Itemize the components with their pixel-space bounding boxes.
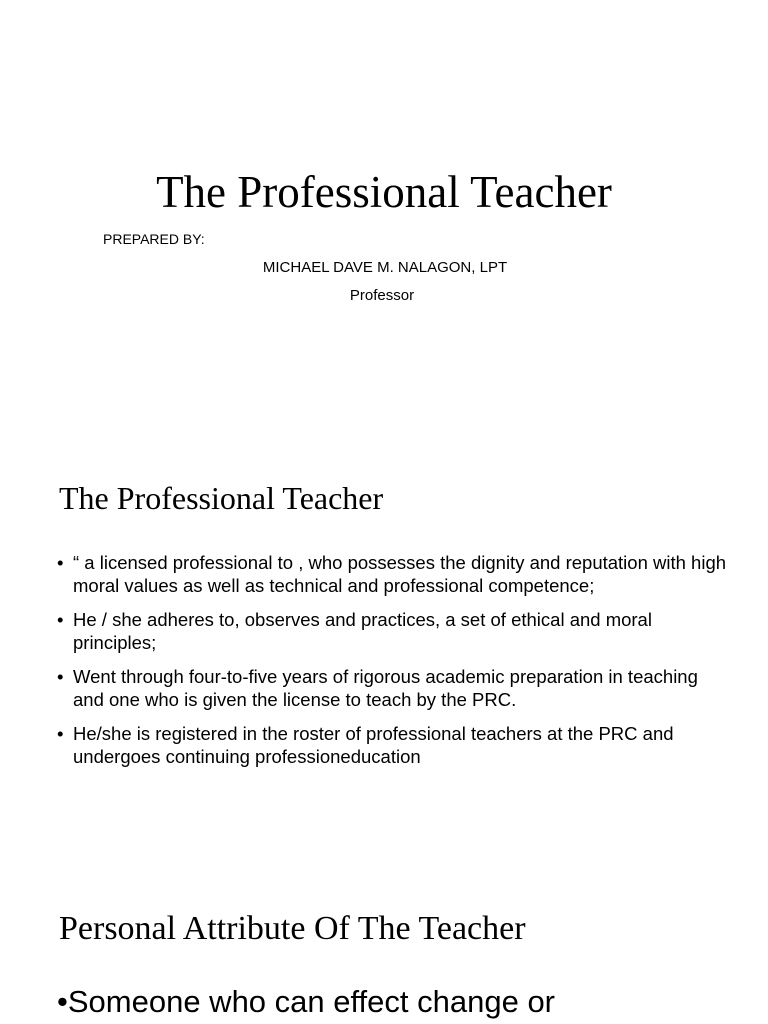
attributes-bullet-list [57,982,757,1022]
definition-slide [0,420,768,890]
bullet-marker: • [57,723,64,744]
bullet-text: He / she adheres to, observes and practices, a set of ethical and moral principles; [73,609,652,653]
attributes-heading: Personal Attribute Of The Teacher [59,910,526,947]
list-item [57,608,727,654]
bullet-text: “ a licensed professional to , who possesses the dignity and reputation with high moral values as well as technical and professional competence; [73,552,727,596]
list-item [57,551,727,597]
bullet-marker: • [57,666,64,687]
author-position: Professor [349,287,415,304]
slide-title: The Professional Teacher [156,167,612,217]
list-item [57,665,727,711]
bullet-marker: • [57,552,64,573]
list-item [57,982,757,1022]
definition-bullet-list [57,551,727,779]
prepared-by-label: PREPARED BY: [103,231,205,247]
list-item [57,722,727,768]
bullet-text: He/she is registered in the roster of professional teachers at the PRC and undergoes continuing professioneducation [73,723,674,767]
bullet-marker: • [57,609,64,630]
bullet-text: Someone who can effect change or [67,984,556,1019]
bullet-marker: • [57,984,68,1019]
title-slide [0,0,768,420]
attributes-slide [0,890,768,1024]
bullet-text: Went through four-to-five years of rigorous academic preparation in teaching and one who is given the license to teach by the PRC. [73,666,698,710]
definition-heading: The Professional Teacher [59,480,384,516]
author-name: MICHAEL DAVE M. NALAGON, LPT [262,259,508,276]
